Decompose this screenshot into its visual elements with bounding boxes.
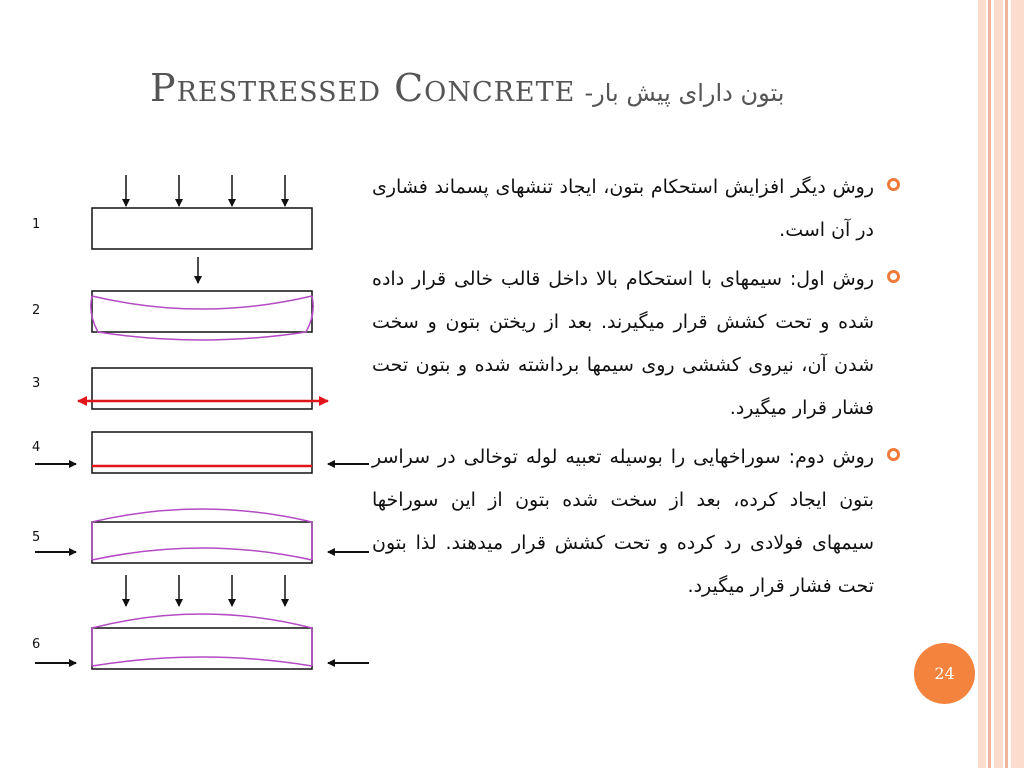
beam-1 [92, 208, 312, 249]
camber-curve [92, 628, 312, 666]
title-english: Prestressed Concrete [150, 66, 576, 110]
step-label: 5 [32, 530, 41, 545]
camber-curve [92, 509, 312, 522]
load-arrow-group [126, 175, 285, 206]
list-item [372, 258, 902, 430]
border-strip [994, 0, 1003, 768]
list-item [372, 436, 902, 608]
bullet-circle-icon [887, 448, 900, 461]
slide-title [150, 66, 880, 120]
deflection-curve [92, 296, 312, 309]
page-number-badge [914, 643, 975, 704]
camber-curve [92, 522, 312, 560]
beam-3 [92, 368, 312, 409]
step-label: 1 [32, 217, 41, 232]
bullet-text: روش اول: سیمهای با استحکام بالا داخل قالب خالی قرار داده شده و تحت کشش قرار میگیرند. بعد از ریختن بتون و سخت شدن آن، نیروی کششی روی سیمها برداشته شده و بتون تحت فشار قرار میگیرد. [372, 268, 874, 419]
step-label: 2 [32, 303, 41, 318]
beam-5 [92, 522, 312, 563]
load-arrow-group [126, 575, 285, 606]
border-strip [1005, 0, 1008, 768]
page-number: 24 [934, 664, 955, 683]
prestress-diagram-svg [20, 160, 380, 690]
beam-6 [92, 628, 312, 669]
camber-curve [92, 614, 312, 628]
border-strip [988, 0, 991, 768]
list-item [372, 166, 902, 252]
bullet-circle-icon [887, 178, 900, 191]
bullet-text: روش دوم: سوراخهایی را بوسیله تعبیه لوله توخالی در سراسر بتون ایجاد کرده، بعد از سخت شده بتون از این سوراخها سیمهای فولادی رد کرده و تحت کشش قرار میدهند. لذا بتون تحت فشار قرار میگیرد. [372, 446, 874, 597]
step-label: 6 [32, 637, 41, 652]
bullet-list [372, 166, 902, 614]
bullet-circle-icon [887, 270, 900, 283]
beam-2 [92, 291, 312, 332]
title-persian: بتون دارای پیش بار- [584, 79, 785, 107]
step-label: 3 [32, 376, 41, 391]
step-label: 4 [32, 440, 41, 455]
prestress-diagram [20, 160, 380, 694]
bullet-text: روش دیگر افزایش استحکام بتون، ایجاد تنشهای پسماند فشاری در آن است. [372, 176, 874, 241]
border-strip [1011, 0, 1024, 768]
border-strip [978, 0, 986, 768]
